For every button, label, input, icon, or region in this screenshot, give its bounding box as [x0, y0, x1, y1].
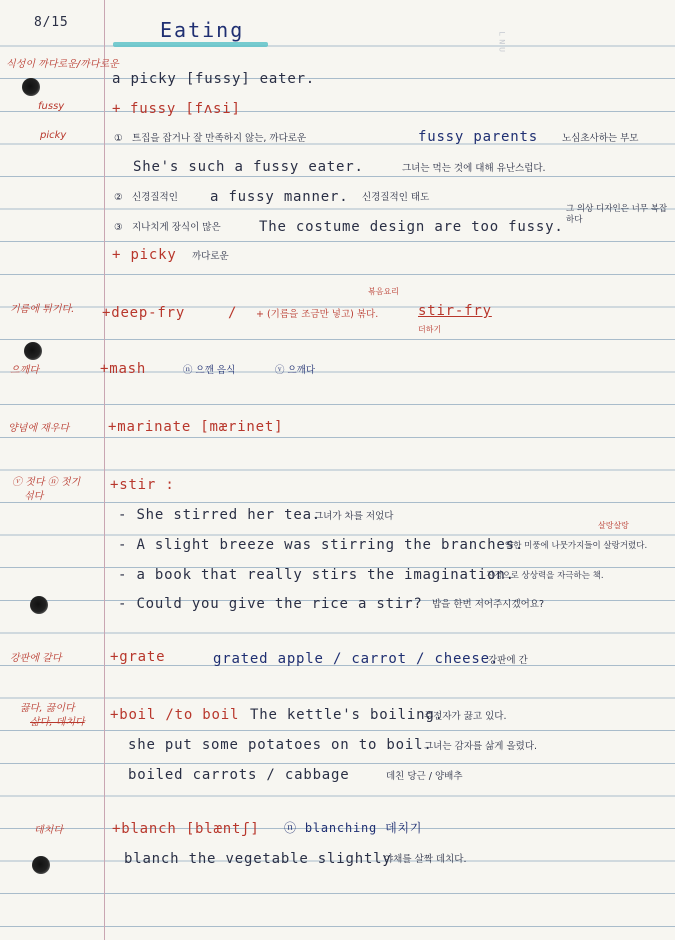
mash-word: +mash — [100, 361, 147, 377]
blanch-noun-note: ⓝ blanching 데치기 — [284, 821, 423, 835]
grate-word: +grate — [110, 649, 166, 665]
stir-fry-word: stir-fry — [418, 303, 492, 319]
fussy-def-2-ko2: 신경질적인 태도 — [362, 192, 430, 203]
stir-example-4-ko: 밥을 한번 저어주시겠어요? — [432, 599, 545, 610]
boil-word: +boil /to boil — [110, 707, 240, 723]
picky-line-ko: 까다로운 — [192, 251, 229, 262]
fussy-def-2-en: a fussy manner. — [210, 189, 349, 205]
margin-line — [104, 0, 105, 940]
stir-example-1-ko: 그녀가 차를 저었다 — [314, 511, 394, 522]
fussy-sub-label: fussy — [38, 101, 65, 112]
fussy-example-ko: 그녀는 먹는 것에 대해 유난스럽다. — [402, 163, 546, 174]
faint-scribble: ᴸᴺᵁ — [491, 30, 506, 54]
grate-examples: grated apple / carrot / cheese. — [213, 651, 500, 667]
boil-section-label: 끓다, 끓이다 — [20, 703, 75, 714]
fussy-def-2-num: ② — [114, 192, 123, 203]
fussy-def-3-note: 그 의상 디자인은 너무 복잡하다 — [566, 204, 668, 225]
blanch-example-ko: 야채를 살짝 데치다. — [384, 854, 467, 865]
stir-section-sublabel: 섞다 — [24, 491, 44, 502]
grate-section-label: 강판에 갈다 — [10, 653, 62, 664]
stir-example-4-en: - Could you give the rice a stir? — [118, 596, 423, 612]
stir-fry-note: + (기름을 조금만 넣고) 볶다. — [256, 309, 379, 320]
binder-hole — [30, 596, 48, 614]
page-date: 8/15 — [34, 15, 69, 30]
fussy-line-2: fussy [fʌsi] — [130, 101, 241, 117]
mash-noun-note: ⓝ 으깬 음식 — [183, 365, 236, 376]
fussy-line-1: a picky [fussy] eater. — [112, 71, 316, 87]
stir-example-2-en: - A slight breeze was stirring the branches. — [118, 537, 525, 553]
stir-example-1-en: - She stirred her tea. — [118, 507, 322, 523]
binder-hole — [24, 342, 42, 360]
binder-hole — [32, 856, 50, 874]
fry-section-label: 기름에 튀기다. — [10, 304, 75, 315]
stir-fry-under-note: 더하기 — [418, 325, 442, 334]
fussy-def-2-ko: 신경질적인 — [132, 192, 178, 203]
title-highlight — [113, 42, 268, 47]
stir-example-3-en: - a book that really stirs the imagination. — [118, 567, 515, 583]
marinate-section-label: 양념에 재우다 — [8, 423, 70, 434]
mash-section-label: 으깨다 — [10, 365, 39, 376]
stir-example-3-ko: 진정으로 상상력을 자극하는 책. — [486, 571, 604, 581]
blanch-section-label: 데치다 — [34, 825, 63, 836]
stir-word: +stir : — [110, 477, 175, 493]
boil-example-3-ko: 데친 당근 / 양배추 — [386, 771, 463, 782]
blanch-word: +blanch [blæntʃ] — [112, 821, 260, 837]
boil-example-1-ko: 주전자가 끓고 있다. — [424, 711, 507, 722]
deep-fry-word: +deep-fry — [102, 305, 186, 321]
fussy-def-3-en: The costume design are too fussy. — [259, 219, 564, 235]
fussy-def-3-num: ③ — [114, 222, 123, 233]
fry-slash: / — [228, 305, 238, 321]
blanch-example-en: blanch the vegetable slightly — [124, 851, 392, 867]
boil-example-3-en: boiled carrots / cabbage — [128, 767, 350, 783]
grate-ko: 강판에 간 — [488, 655, 528, 666]
fussy-example-en: She's such a fussy eater. — [133, 159, 364, 175]
boil-section-sublabel: 삶다, 데치다 — [30, 717, 85, 728]
fussy-def-1-ko2: 노심초사하는 부모 — [562, 133, 639, 144]
picky-sub-label: picky — [40, 130, 67, 141]
mash-verb-note: ⓥ 으깨다 — [275, 365, 316, 376]
stir-example-2-ko: 약한 미풍에 나뭇가지들이 살랑거렸다. — [505, 541, 648, 551]
boil-example-2-en: she put some potatoes on to boil. — [128, 737, 433, 753]
boil-example-2-ko: 그녀는 감자를 삶게 올렸다. — [424, 741, 538, 752]
picky-line: + picky — [112, 247, 177, 263]
stir-example-2-note: 살랑살랑 — [598, 521, 629, 530]
fussy-def-1-en: fussy parents — [418, 129, 538, 145]
fussy-line-2-prefix: + — [112, 101, 122, 117]
stir-section-label: ⓥ 젓다 ⓝ 젓기 — [12, 477, 81, 488]
fussy-def-1-ko: 트집을 잡거나 잘 만족하지 않는, 까다로운 — [132, 133, 307, 144]
stir-fry-over-note: 볶음요리 — [368, 287, 399, 296]
marinate-word: +marinate [mærinet] — [108, 419, 284, 435]
fussy-def-3-ko: 지나치게 장식이 많은 — [132, 222, 221, 233]
boil-example-1-en: The kettle's boiling. — [250, 707, 444, 723]
page-title: Eating — [160, 18, 245, 42]
fussy-def-1-num: ① — [114, 133, 123, 144]
binder-hole — [22, 78, 40, 96]
fussy-section-label: 식성이 까다로운/까다로운 — [6, 59, 119, 70]
